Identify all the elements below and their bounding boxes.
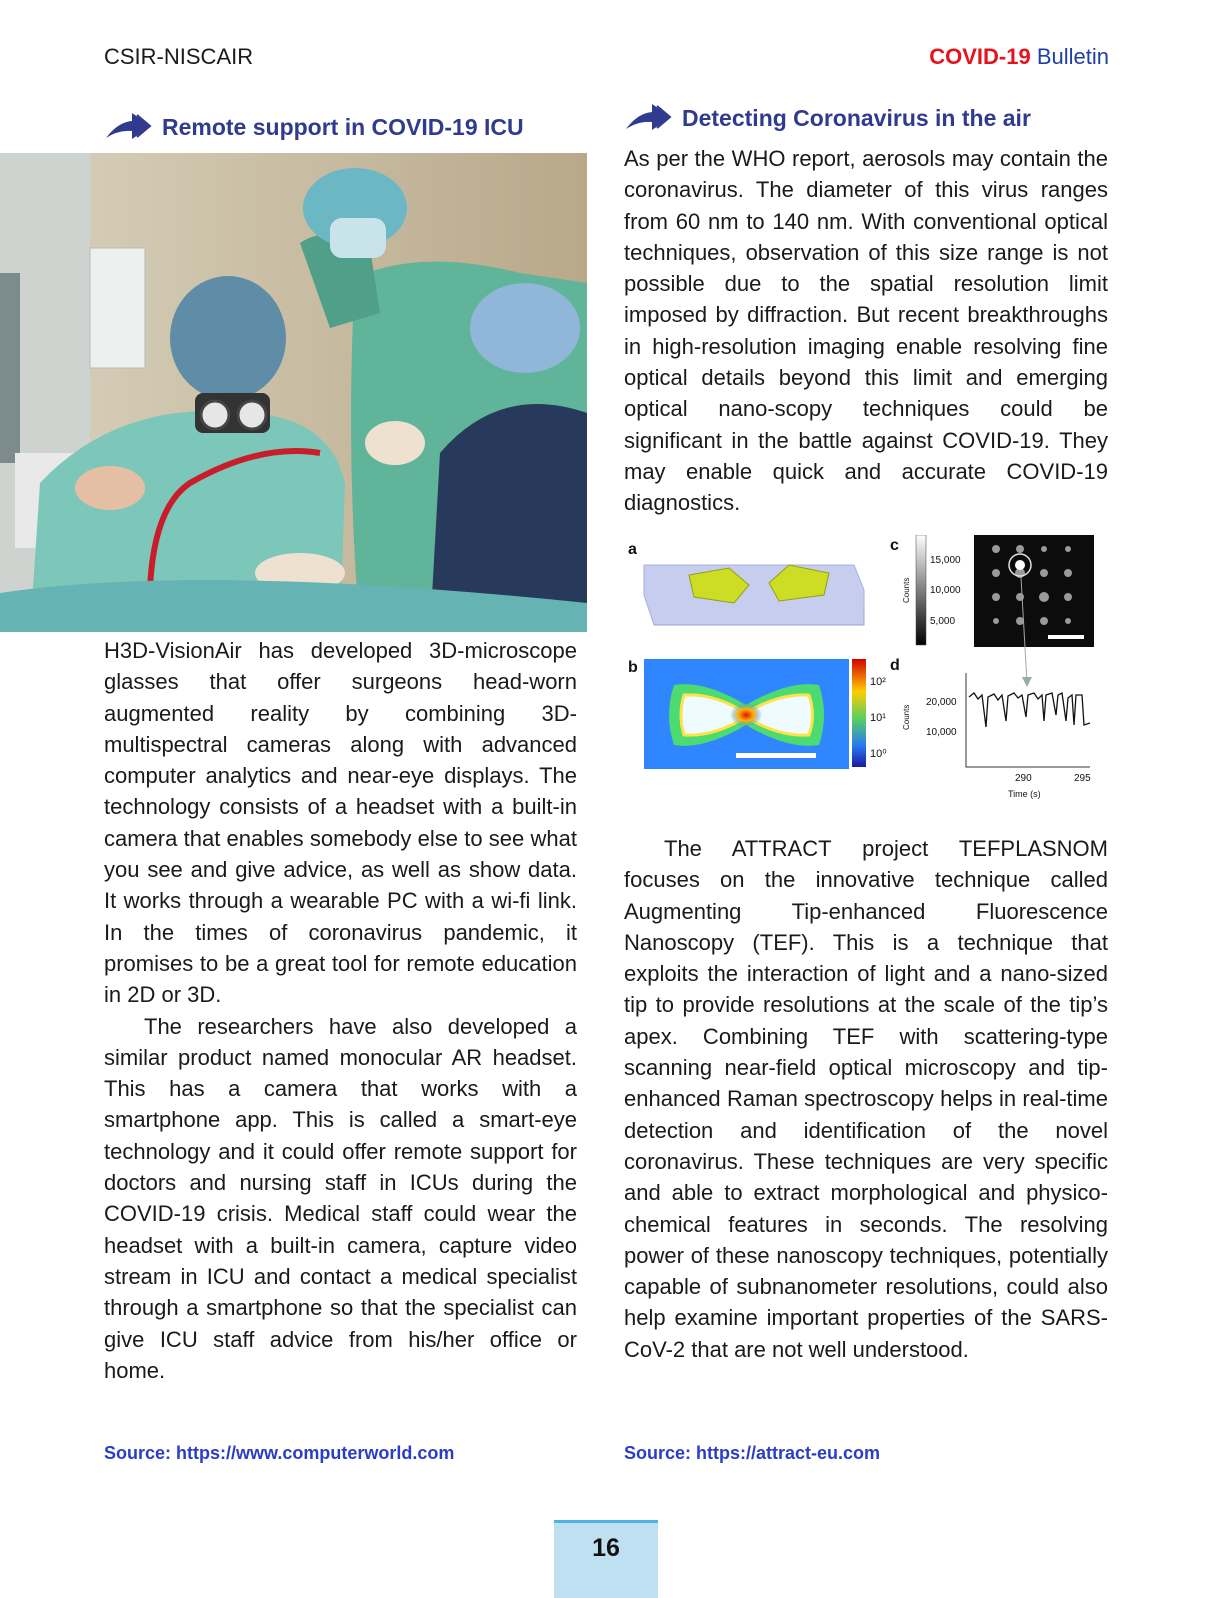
left-paragraph-1: H3D-VisionAir has developed 3D-microscope glasses that offer surgeons head-worn augmented reality by combining 3D-multispectral cameras along with advanced computer analytics and near-eye displays. The technology consists of a headset with a built-in camera that enables somebody else to see what you see and give advice, as well as show data. It works through a wearable PC with a wi-fi link. In the times of coronavirus pandemic, it promises to be a great tool for remote education in 2D or 3D. (104, 638, 577, 1008)
trace-d-ytick: 20,000 (926, 697, 957, 708)
arrow-bullet-icon (104, 110, 154, 144)
right-source-link[interactable]: Source: https://attract-eu.com (624, 1443, 881, 1463)
trace-d-xlabel: Time (s) (1008, 789, 1041, 799)
colorbar-c-tick: 5,000 (930, 616, 956, 627)
panel-label-a: a (628, 541, 637, 558)
header-covid-label: COVID-19 (929, 44, 1031, 69)
colorbar-c-tick: 10,000 (930, 585, 961, 596)
left-article-body (104, 635, 577, 1386)
trace-d-xtick: 290 (1015, 773, 1032, 784)
right-section-title: Detecting Coronavirus in the air (682, 104, 1031, 131)
colorbar-c-label: Counts (902, 577, 911, 603)
panel-label-b: b (628, 659, 638, 676)
left-paragraph-2: The researchers have also developed a similar product named monocular AR headset. This has a camera that works with a smartphone app. This is called a smart-eye technology and it could offer remote support for doctors and nursing staff in ICUs during the COVID-19 crisis. Medical staff could wear the headset with a built-in camera, capture video stream in ICU and contact a medical specialist through a smartphone so that the specialist can give ICU staff advice from his/her office or home. (104, 1013, 577, 1383)
header-publisher: CSIR-NISCAIR (104, 44, 254, 69)
left-section-heading (104, 110, 524, 144)
right-paragraph-1: As per the WHO report, aerosols may contain the coronavirus. The diameter of this virus ranges from 60 nm to 140 nm. With conventional optical techniques, observation of this size range is not possible due to the spatial resolution limit imposed by diffraction. But recent breakthroughs in high-resolution imaging enable resolving fine optical details beyond this limit and emerging optical nano-scopy techniques could be significant in the battle against COVID-19. They may enable quick and accurate COVID-19 diagnostics. (624, 146, 1108, 516)
right-article-intro (624, 143, 1108, 519)
colorbar-b-tick: 10² (870, 676, 886, 688)
arrow-bullet-icon (624, 101, 674, 135)
surgery-photo (0, 153, 587, 632)
trace-d-ytick: 10,000 (926, 727, 957, 738)
page-number: 16 (554, 1520, 658, 1598)
trace-d-ylabel: Counts (902, 704, 911, 730)
header-bulletin-title (929, 44, 1109, 70)
header-bulletin-label: Bulletin (1036, 44, 1109, 69)
right-article-body (624, 833, 1108, 1365)
panel-label-c: c (890, 537, 899, 554)
right-paragraph-2: The ATTRACT project TEFPLASNOM focuses on the innovative technique called Augmenting Tip-enhanced Fluorescence Nanoscopy (TEF). This is a technique that exploits the interaction of light and a nano-sized tip to provide resolutions at the scale of the tip’s apex. Combining TEF with scattering-type scanning near-field optical microscopy and tip-enhanced Raman spectroscopy helps in real-time detection and identification of the novel coronavirus. These techniques are very specific and able to extract morphological and physico-chemical features in seconds. The resolving power of these nanoscopy techniques, potentially capable of subnanometer resolutions, could also help examine important properties of the SARS-CoV-2 that are not well understood. (624, 836, 1108, 1362)
right-section-heading (624, 101, 1031, 135)
left-source-link[interactable]: Source: https://www.computerworld.com (104, 1443, 455, 1463)
nanoscopy-figure (624, 535, 1108, 815)
colorbar-c-tick: 15,000 (930, 555, 961, 566)
colorbar-b-tick: 10⁰ (870, 748, 887, 760)
panel-label-d: d (890, 657, 900, 674)
left-section-title: Remote support in COVID-19 ICU (162, 113, 524, 140)
trace-d-xtick: 295 (1074, 773, 1091, 784)
colorbar-b-tick: 10¹ (870, 712, 886, 724)
